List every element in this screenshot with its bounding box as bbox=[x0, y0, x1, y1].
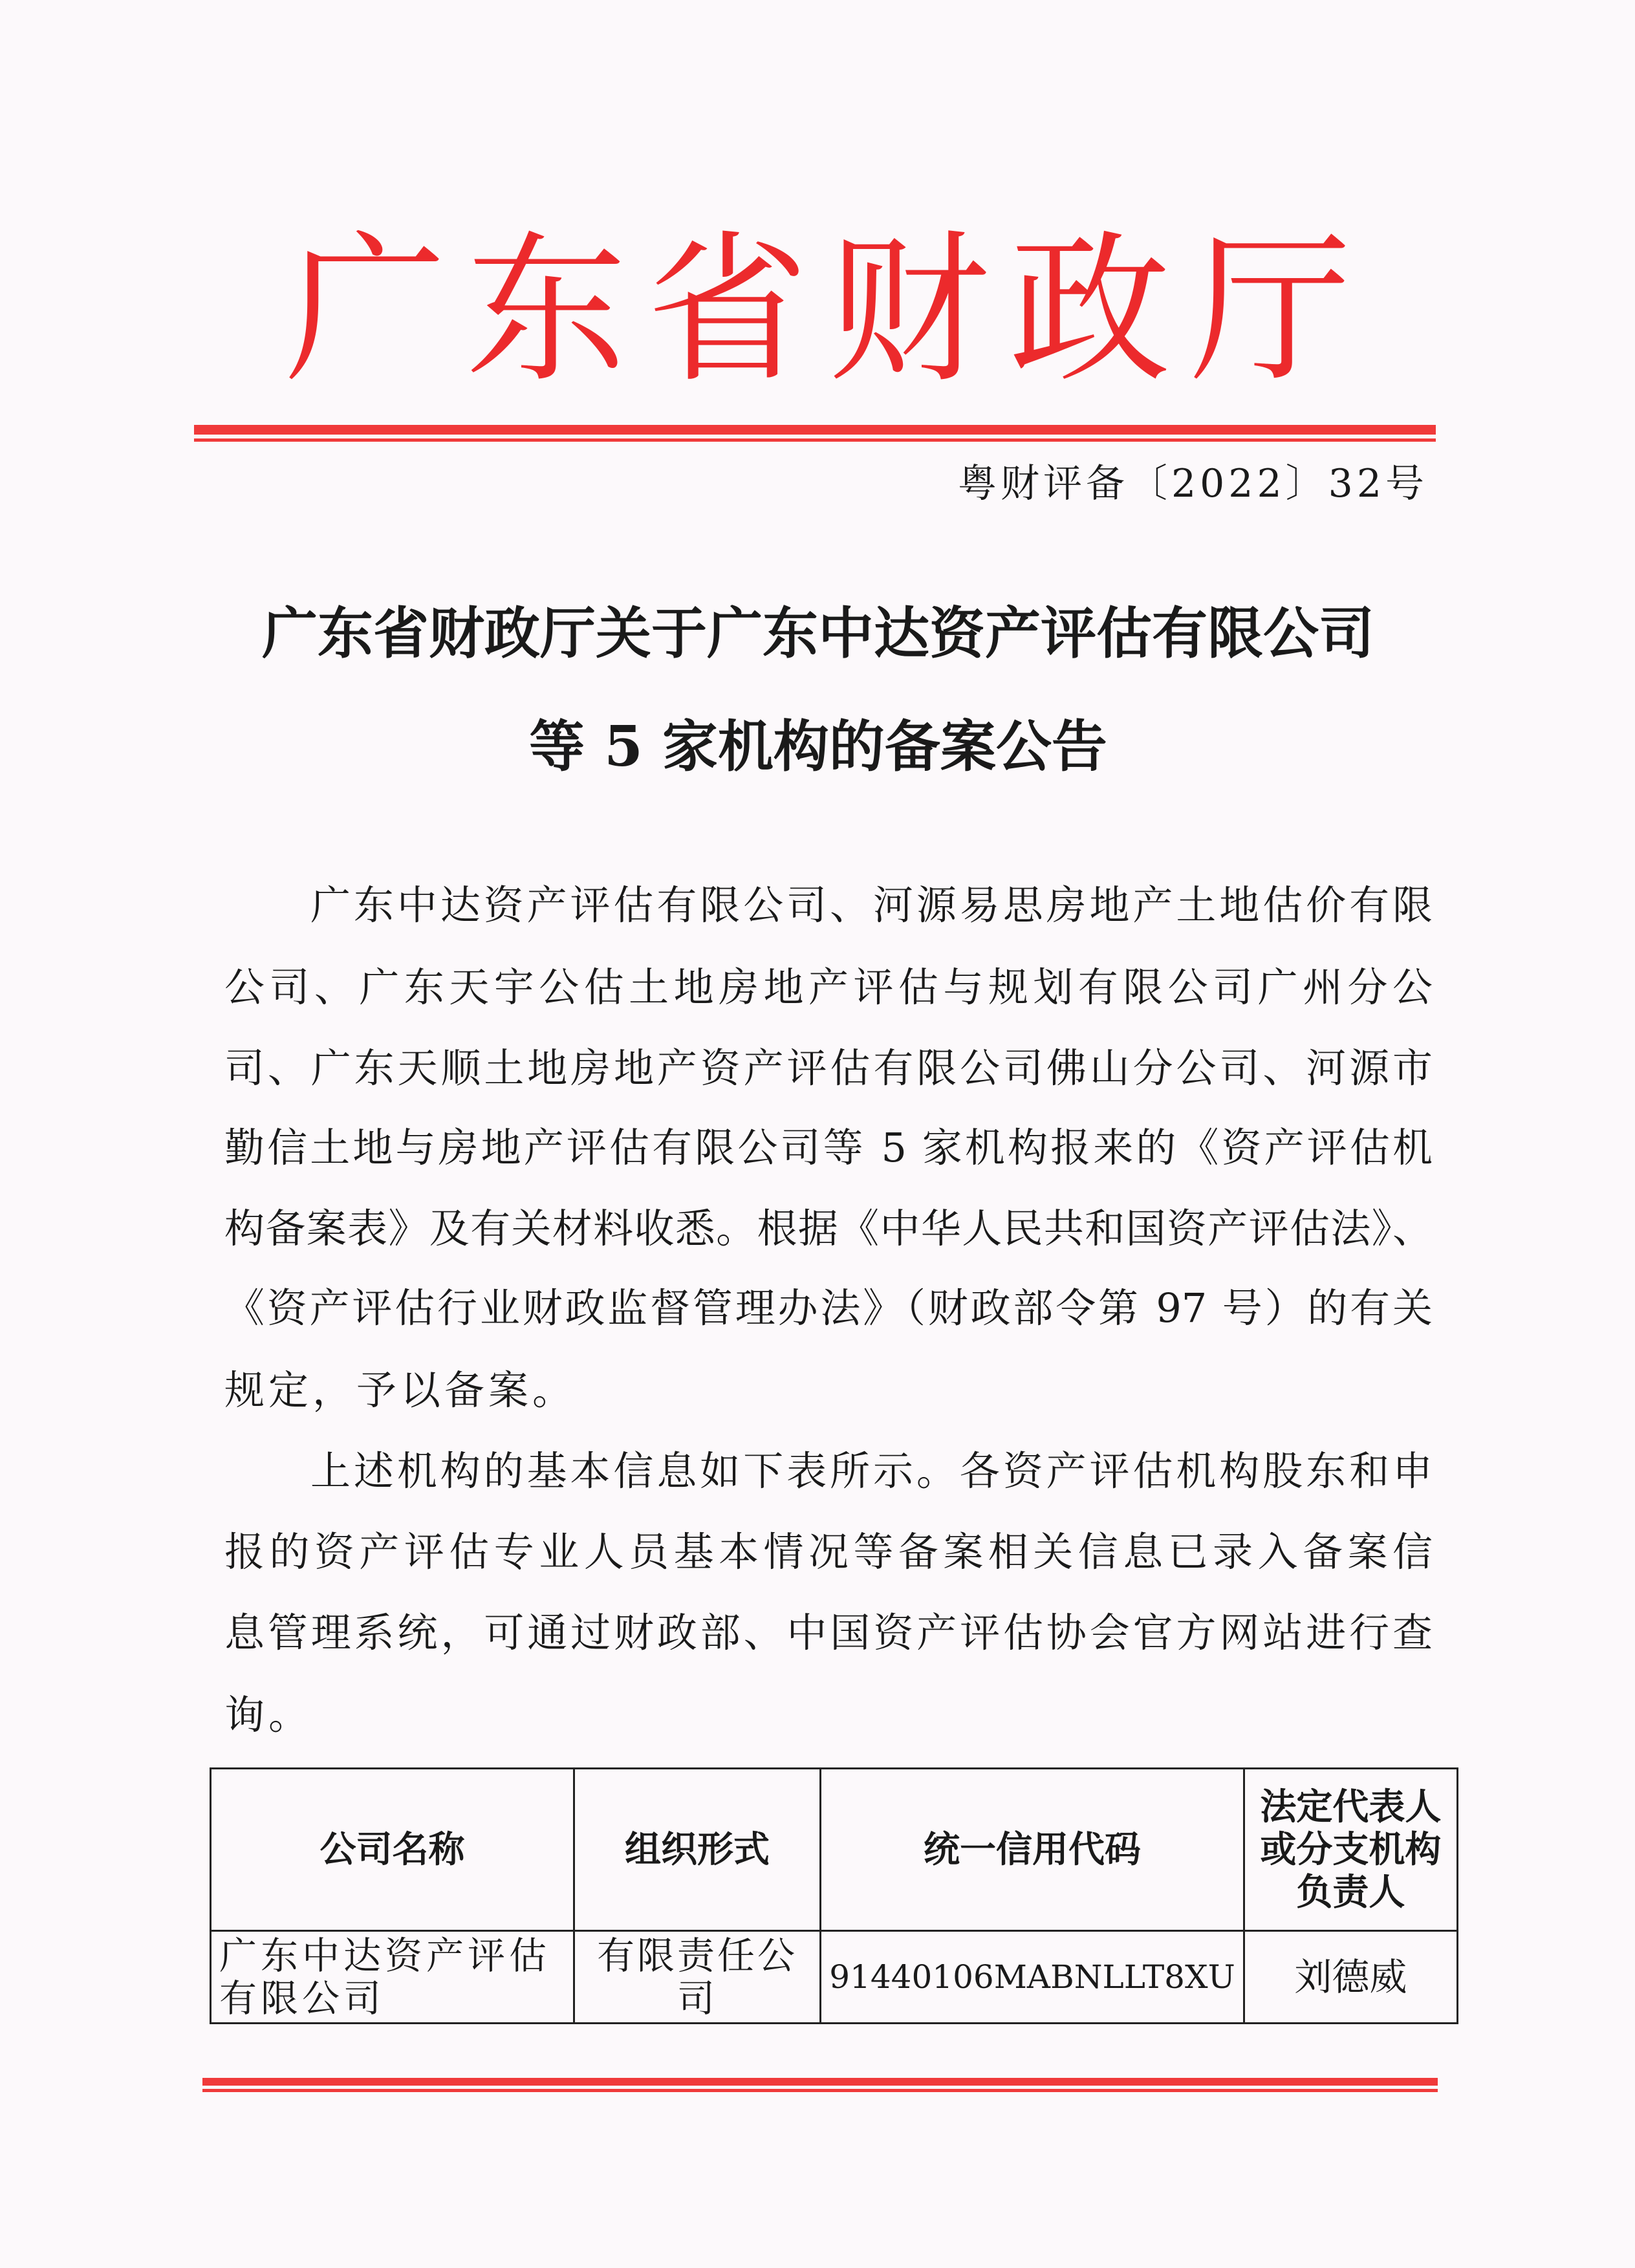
footer-divider-thick bbox=[202, 2078, 1438, 2086]
text-line: 上述机构的基本信息如下表所示。各资产评估机构股东和申 bbox=[310, 1447, 1433, 1495]
cell-credit-code: 91440106MABNLLT8XU bbox=[821, 1931, 1244, 2024]
document-title-line-1: 广东省财政厅关于广东中达资产评估有限公司 bbox=[262, 601, 1374, 666]
text-line: 广东中达资产评估有限公司、河源易思房地产土地估价有限 bbox=[310, 881, 1433, 929]
text-line: 《资产评估行业财政监督管理办法》（财政部令第 97 号）的有关 bbox=[224, 1284, 1433, 1332]
text-line: 规定，予以备案。 bbox=[224, 1366, 577, 1414]
table-row bbox=[211, 1931, 1458, 2024]
text-line: 构备案表》及有关材料收悉。根据《中华人民共和国资产评估法》、 bbox=[224, 1205, 1433, 1252]
document-number: 粤财评备〔2022〕32号 bbox=[957, 461, 1428, 506]
table-header-row bbox=[211, 1769, 1458, 1931]
header-organization-form: 组织形式 bbox=[574, 1769, 820, 1931]
text-line: 询。 bbox=[224, 1691, 313, 1738]
header-company-name: 公司名称 bbox=[211, 1769, 574, 1931]
header-credit-code: 统一信用代码 bbox=[821, 1769, 1244, 1931]
institution-table bbox=[210, 1767, 1458, 2024]
text-line: 息管理系统，可通过财政部、中国资产评估协会官方网站进行查 bbox=[224, 1609, 1433, 1656]
issuing-organization-header: 广东省财政厅 bbox=[285, 216, 1371, 404]
header-legal-representative: 法定代表人或分支机构负责人 bbox=[1244, 1769, 1457, 1931]
text-line: 司、广东天顺土地房地产资产评估有限公司佛山分公司、河源市 bbox=[224, 1044, 1433, 1092]
footer-divider-thin bbox=[202, 2089, 1438, 2092]
cell-company-name: 广东中达资产评估有限公司 bbox=[211, 1931, 574, 2024]
text-line: 公司、广东天宇公估土地房地产评估与规划有限公司广州分公 bbox=[224, 964, 1433, 1011]
document-title-line-2: 等 5 家机构的备案公告 bbox=[529, 714, 1107, 779]
text-line: 勤信土地与房地产评估有限公司等 5 家机构报来的《资产评估机 bbox=[224, 1124, 1433, 1171]
text-line: 报的资产评估专业人员基本情况等备案相关信息已录入备案信 bbox=[224, 1528, 1433, 1575]
header-divider-thick bbox=[194, 425, 1436, 435]
cell-legal-representative: 刘德威 bbox=[1244, 1931, 1457, 2024]
header-divider-thin bbox=[194, 438, 1436, 442]
cell-organization-form: 有限责任公司 bbox=[574, 1931, 820, 2024]
